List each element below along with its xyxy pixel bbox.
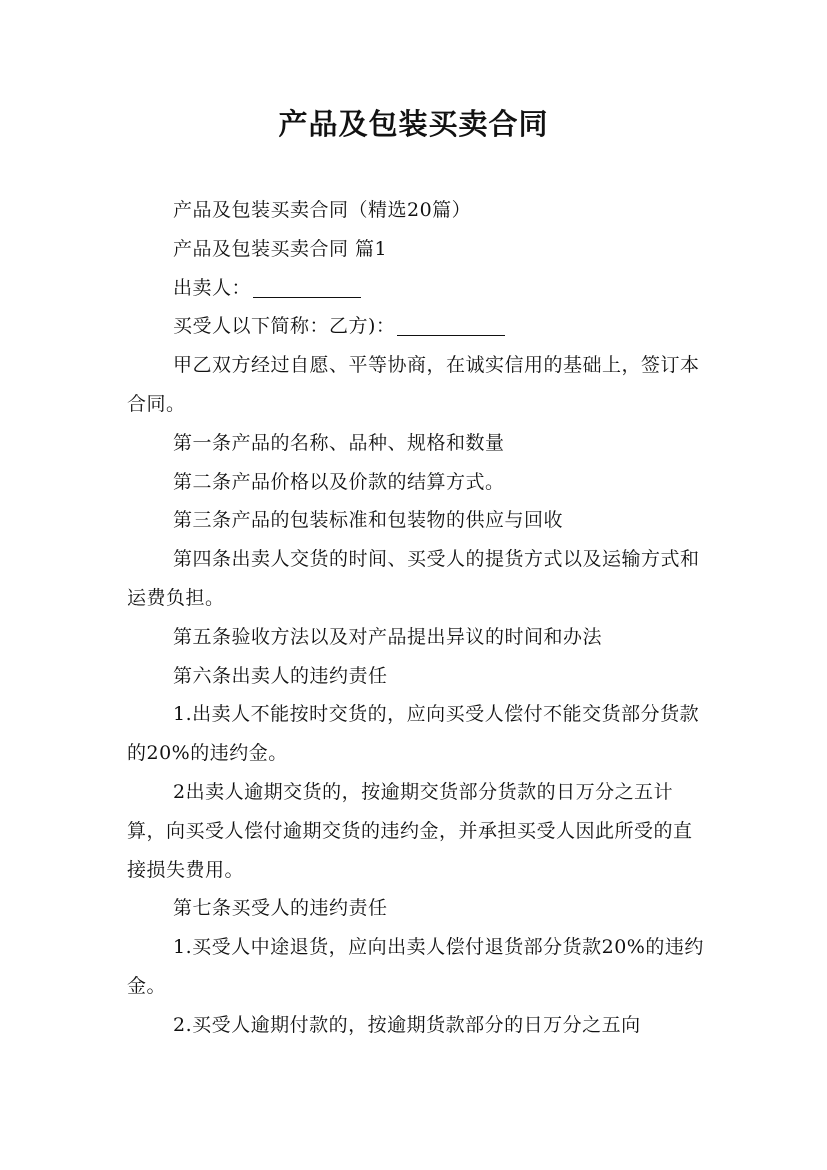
paragraph-text: 产品及包装买卖合同 篇1 xyxy=(173,237,388,260)
paragraph-text: 甲乙双方经过自愿、平等协商，在诚实信用的基础上，签订本合同。 xyxy=(127,354,700,415)
paragraph xyxy=(127,928,707,1006)
paragraph xyxy=(127,695,707,773)
paragraph-text: 第四条出卖人交货的时间、买受人的提货方式以及运输方式和运费负担。 xyxy=(127,548,700,609)
paragraph xyxy=(127,540,707,618)
paragraph xyxy=(127,463,707,502)
paragraph xyxy=(127,191,707,230)
paragraph xyxy=(127,618,707,657)
paragraph-text: 第五条验收方法以及对产品提出异议的时间和办法 xyxy=(173,625,603,648)
paragraph xyxy=(127,501,707,540)
paragraph xyxy=(127,1006,707,1045)
paragraph-text: 2.买受人逾期付款的，按逾期货款部分的日万分之五向 xyxy=(173,1013,641,1036)
paragraph xyxy=(127,889,707,928)
paragraph-text: 2出卖人逾期交货的，按逾期交货部分货款的日万分之五计算，向买受人偿付逾期交货的违约金，并承担买受人因此所受的直接损失费用。 xyxy=(127,780,693,881)
paragraph xyxy=(127,346,707,424)
paragraph xyxy=(127,657,707,696)
paragraph-text: 第六条出卖人的违约责任 xyxy=(173,664,388,687)
paragraph-text: 第一条产品的名称、品种、规格和数量 xyxy=(173,431,505,454)
document-body xyxy=(127,191,707,1045)
paragraph-text: 买受人以下简称：乙方)： xyxy=(173,315,396,338)
paragraph-seller xyxy=(127,269,707,308)
paragraph-buyer xyxy=(127,307,707,346)
paragraph-text: 出卖人： xyxy=(173,276,252,299)
buyer-blank-line xyxy=(397,315,505,336)
paragraph-text: 第七条买受人的违约责任 xyxy=(173,897,388,920)
paragraph-text: 第三条产品的包装标准和包装物的供应与回收 xyxy=(173,509,564,532)
paragraph-text: 产品及包装买卖合同（精选20篇） xyxy=(173,199,472,221)
paragraph xyxy=(127,773,707,889)
paragraph-text: 1.出卖人不能按时交货的，应向买受人偿付不能交货部分货款的20%的违约金。 xyxy=(127,703,700,765)
seller-blank-line xyxy=(253,277,361,298)
paragraph-text: 第二条产品价格以及价款的结算方式。 xyxy=(173,470,505,493)
paragraph-text: 1.买受人中途退货，应向出卖人偿付退货部分货款20%的违约金。 xyxy=(127,936,704,997)
paragraph xyxy=(127,424,707,463)
document-title: 产品及包装买卖合同 xyxy=(278,107,549,141)
paragraph xyxy=(127,230,707,269)
